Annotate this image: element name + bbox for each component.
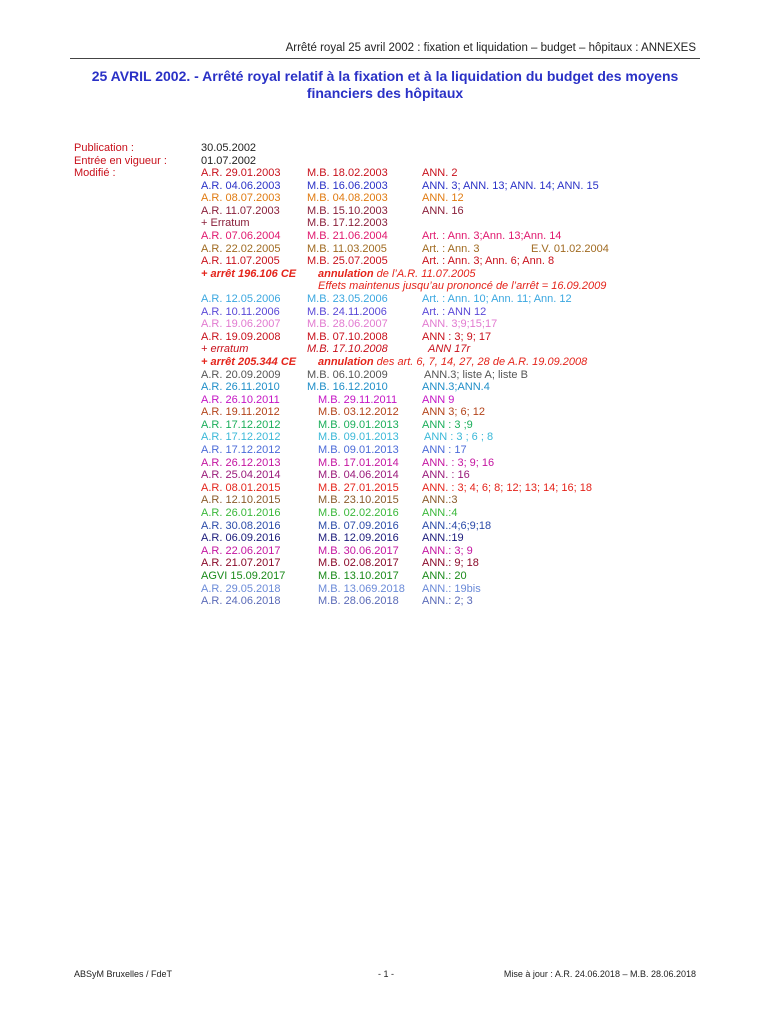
modification-row [0,318,770,331]
modification-row [0,192,770,205]
arret-effects: Effets maintenus jusqu’au prononcé de l’arrêt = 16.09.2009 [318,280,607,293]
modification-row [0,494,770,507]
modification-row [0,595,770,608]
annex-ref: ANN 17r [428,343,471,356]
modification-row [0,243,770,256]
ar-date: A.R. 11.07.2003 [201,204,280,217]
mb-date: M.B. 23.10.2015 [318,494,399,507]
ar-date: + Erratum [201,217,250,230]
mb-date: M.B. 16.12.2010 [307,381,388,394]
modification-row [0,532,770,545]
modification-row [0,507,770,520]
modification-row [0,557,770,570]
modification-row [0,583,770,596]
annex-ref: ANN.: 9; 18 [422,557,479,570]
ar-date: A.R. 04.06.2003 [201,179,281,192]
ar-date: A.R. 22.06.2017 [201,544,281,557]
ar-date: A.R. 12.05.2006 [201,292,281,305]
footer-page-number: - 1 - [378,969,395,979]
modification-row [0,180,770,193]
mb-date: M.B. 28.06.2007 [307,318,388,331]
ar-date: A.R. 11.07.2005 [201,255,280,268]
ar-date: A.R. 17.12.2012 [201,418,281,431]
modification-row [0,293,770,306]
ar-date: A.R. 06.09.2016 [201,532,281,545]
document-title [70,68,700,102]
mb-date: M.B. 02.02.2016 [318,507,399,520]
mb-date: M.B. 23.05.2006 [307,292,388,305]
mb-date: M.B. 11.03.2005 [307,242,387,255]
modification-row [0,369,770,382]
mb-date: M.B. 04.08.2003 [307,192,388,205]
ar-date: A.R. 26.01.2016 [201,507,281,520]
mb-date: M.B. 09.01.2013 [318,431,399,444]
arret-label: + arrêt 196.106 CE [201,267,297,280]
mb-date: M.B. 17.12.2003 [307,217,388,230]
modification-row [0,570,770,583]
header-rule [70,58,700,59]
modifie-label: Modifié : [74,167,116,180]
arret-effects-row [0,280,770,293]
footer-update: Mise à jour : A.R. 24.06.2018 – M.B. 28.06.2018 [503,969,696,979]
annex-ref: ANN.: 20 [422,570,467,582]
modification-row [0,545,770,558]
mb-date: M.B. 17.01.2014 [318,456,399,469]
modification-row [0,482,770,495]
mb-date: M.B. 27.01.2015 [318,481,399,494]
modification-row [0,394,770,407]
ar-date: A.R. 22.02.2005 [201,242,281,255]
ar-date: A.R. 29.05.2018 [201,582,281,595]
annex-ref: ANN. 12 [422,192,464,205]
mb-date: M.B. 16.06.2003 [307,179,388,192]
mb-date: M.B. 02.08.2017 [318,557,399,570]
annex-ref: ANN.:3 [422,494,458,507]
ar-date: A.R. 12.10.2015 [201,494,281,507]
modification-row [0,520,770,533]
mb-date: M.B. 25.07.2005 [307,255,388,268]
arret-row [0,356,770,369]
annex-ref: ANN. 2 [422,167,458,179]
ar-date: A.R. 24.06.2018 [201,595,281,608]
annex-ref: ANN.: 19bis [422,582,481,595]
annex-ref: ANN.:4 [422,507,458,520]
annex-ref: ANN : 3 ; 6 ; 8 [424,431,494,444]
annex-ref: ANN. 16 [422,204,464,217]
ar-date: A.R. 19.11.2012 [201,406,280,419]
mb-date: M.B. 29.11.2011 [318,393,398,406]
mb-date: M.B. 28.06.2018 [318,595,399,608]
modification-row [0,381,770,394]
annex-ref: ANN.:4;6;9;18 [422,519,492,532]
ar-date: A.R. 21.07.2017 [201,557,281,570]
ar-date: A.R. 19.09.2008 [201,330,281,343]
erratum-row [0,343,770,356]
annex-ref: Art. : Ann. 3; Ann. 6; Ann. 8 [422,255,555,268]
annex-ref: ANN : 17 [422,444,467,457]
modification-row [0,230,770,243]
annex-ref: ANN.3; liste A; liste B [424,368,528,381]
modification-row [0,205,770,218]
ar-date: A.R. 08.07.2003 [201,192,281,205]
mb-date: M.B. 07.09.2016 [318,519,399,532]
ar-date: A.R. 17.12.2012 [201,431,281,444]
publication-label: Publication : [74,142,134,154]
modification-row [0,444,770,457]
annex-ref: ANN. : 16 [422,469,470,482]
mb-date: M.B. 15.10.2003 [307,204,388,217]
mb-date: M.B. 09.01.2013 [318,418,399,431]
annex-ref: ANN. : 3; 9; 16 [422,456,495,469]
modification-row [0,306,770,319]
title-line-2: financiers des hôpitaux [306,85,464,101]
publication-value: 30.05.2002 [201,142,257,154]
erratum-label: + erratum [201,343,249,356]
ar-date: A.R. 26.12.2013 [201,456,281,469]
mb-date: M.B. 04.06.2014 [318,469,399,482]
mb-date: M.B. 24.11.2006 [307,305,387,318]
arret-note [318,356,587,369]
annex-ref: ANN.: 2; 3 [422,595,473,608]
annex-ref: ANN. : 3; 4; 6; 8; 12; 13; 14; 16; 18 [422,481,592,494]
mb-date: M.B. 21.06.2004 [307,229,388,242]
vigueur-label: Entrée en vigueur : [74,154,167,167]
mb-date: M.B. 09.01.2013 [318,444,399,457]
annex-ref: ANN 3; 6; 12 [422,406,485,419]
modification-list [0,167,770,608]
modification-row [0,431,770,444]
mb-date: M.B. 03.12.2012 [318,406,399,419]
modification-row [0,469,770,482]
annex-ref: ANN. 3;9;15;17 [422,318,498,331]
arret-note-text: des art. 6, 7, 14, 27, 28 de A.R. 19.09.2008 [373,355,588,368]
ar-date: A.R. 19.06.2007 [201,318,281,331]
modification-row [0,419,770,432]
mb-date: M.B. 12.09.2016 [318,532,399,545]
annex-ref: Art. : Ann. 3;Ann. 13;Ann. 14 [422,229,562,242]
mb-date: M.B. 07.10.2008 [307,330,388,343]
ar-date: A.R. 08.01.2015 [201,481,281,494]
annex-ref: Art. : Ann. 10; Ann. 11; Ann. 12 [422,292,572,305]
modification-row [0,331,770,344]
arret-row [0,268,770,281]
annex-ref: ANN.3;ANN.4 [422,381,490,394]
annex-ref: ANN : 3; 9; 17 [422,330,492,343]
ar-date: AGVI 15.09.2017 [201,570,286,582]
annex-ref: ANN. 3; ANN. 13; ANN. 14; ANN. 15 [422,179,599,192]
modification-row [0,255,770,268]
arret-note-keyword: annulation [318,355,374,368]
annex-ref: ANN.:19 [422,532,464,545]
mb-date: M.B. 30.06.2017 [318,544,399,557]
annex-ref: Art. : Ann. 3 [422,242,480,255]
title-line-1: 25 AVRIL 2002. - Arrêté royal relatif à la fixation et à la liquidation du budget des moyens [91,68,679,84]
footer-left: ABSyM Bruxelles / FdeT [74,969,173,979]
modification-row [0,406,770,419]
arret-note [318,268,476,281]
ar-date: A.R. 26.11.2010 [201,381,280,394]
mb-date: M.B. 17.10.2008 [307,343,388,356]
modification-row [0,167,770,180]
ev-date: E.V. 01.02.2004 [531,242,609,255]
mb-date: M.B. 13.10.2017 [318,570,399,582]
modification-row [0,457,770,470]
ar-date: A.R. 30.08.2016 [201,519,281,532]
annex-ref: ANN : 3 ;9 [422,418,473,431]
mb-date: M.B. 18.02.2003 [307,167,388,179]
annex-ref: ANN 9 [422,393,455,406]
ar-date: A.R. 25.04.2014 [201,469,281,482]
arret-note-text: de l’A.R. 11.07.2005 [373,267,476,280]
ar-date: A.R. 17.12.2012 [201,444,281,457]
ar-date: A.R. 07.06.2004 [201,229,281,242]
page-header: Arrêté royal 25 avril 2002 : fixation et liquidation – budget – hôpitaux : ANNEXES [285,42,696,54]
ar-date: A.R. 29.01.2003 [201,167,281,179]
annex-ref: Art. : ANN 12 [422,305,487,318]
mb-date: M.B. 06.10.2009 [307,368,388,381]
ar-date: A.R. 26.10.2011 [201,393,280,406]
ar-date: A.R. 10.11.2006 [201,305,280,318]
arret-label: + arrêt 205.344 CE [201,355,297,368]
vigueur-value: 01.07.2002 [201,154,257,167]
ar-date: A.R. 20.09.2009 [201,368,281,381]
mb-date: M.B. 13.069.2018 [318,582,405,595]
arret-note-keyword: annulation [318,267,374,280]
annex-ref: ANN.: 3; 9 [422,544,473,557]
modification-row [0,217,770,230]
